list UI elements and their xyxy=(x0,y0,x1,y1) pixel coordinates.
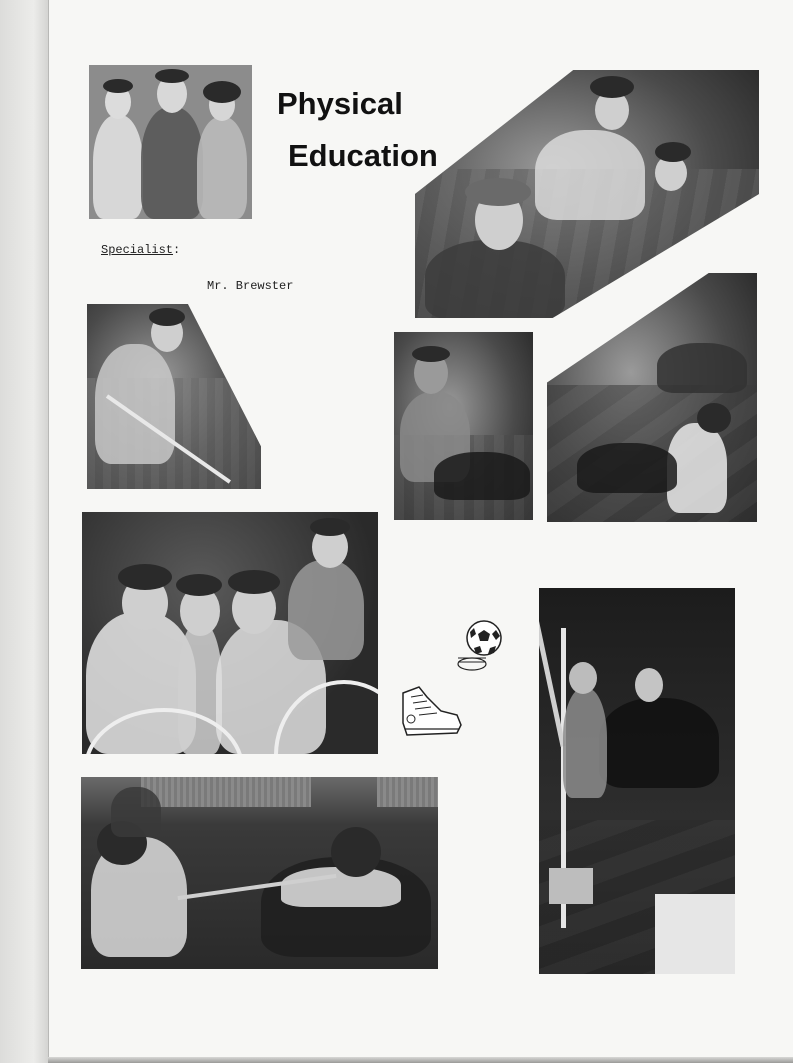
photo-children-stretching xyxy=(547,273,757,522)
page-title xyxy=(277,78,438,182)
book-binding xyxy=(0,0,49,1063)
photo-child-with-hockey-stick xyxy=(87,304,261,489)
photo-children-pulling-stick xyxy=(81,777,438,969)
specialist-label-text: Specialist xyxy=(101,243,174,257)
title-line-1: Physical xyxy=(277,86,403,121)
photo-three-people-portrait xyxy=(89,65,252,219)
specialist-name: Mr. Brewster xyxy=(207,279,294,293)
specialist-label xyxy=(101,243,180,257)
photo-child-at-vaulting-pole xyxy=(539,588,735,974)
soccer-ball-icon xyxy=(452,616,508,676)
sneaker-icon xyxy=(397,683,465,739)
photo-children-with-hoops xyxy=(82,512,378,754)
specialist-colon: : xyxy=(173,243,181,257)
photo-man-sitting-on-floor xyxy=(394,332,533,520)
page-bottom-edge xyxy=(48,1057,793,1063)
title-line-2: Education xyxy=(288,138,438,173)
